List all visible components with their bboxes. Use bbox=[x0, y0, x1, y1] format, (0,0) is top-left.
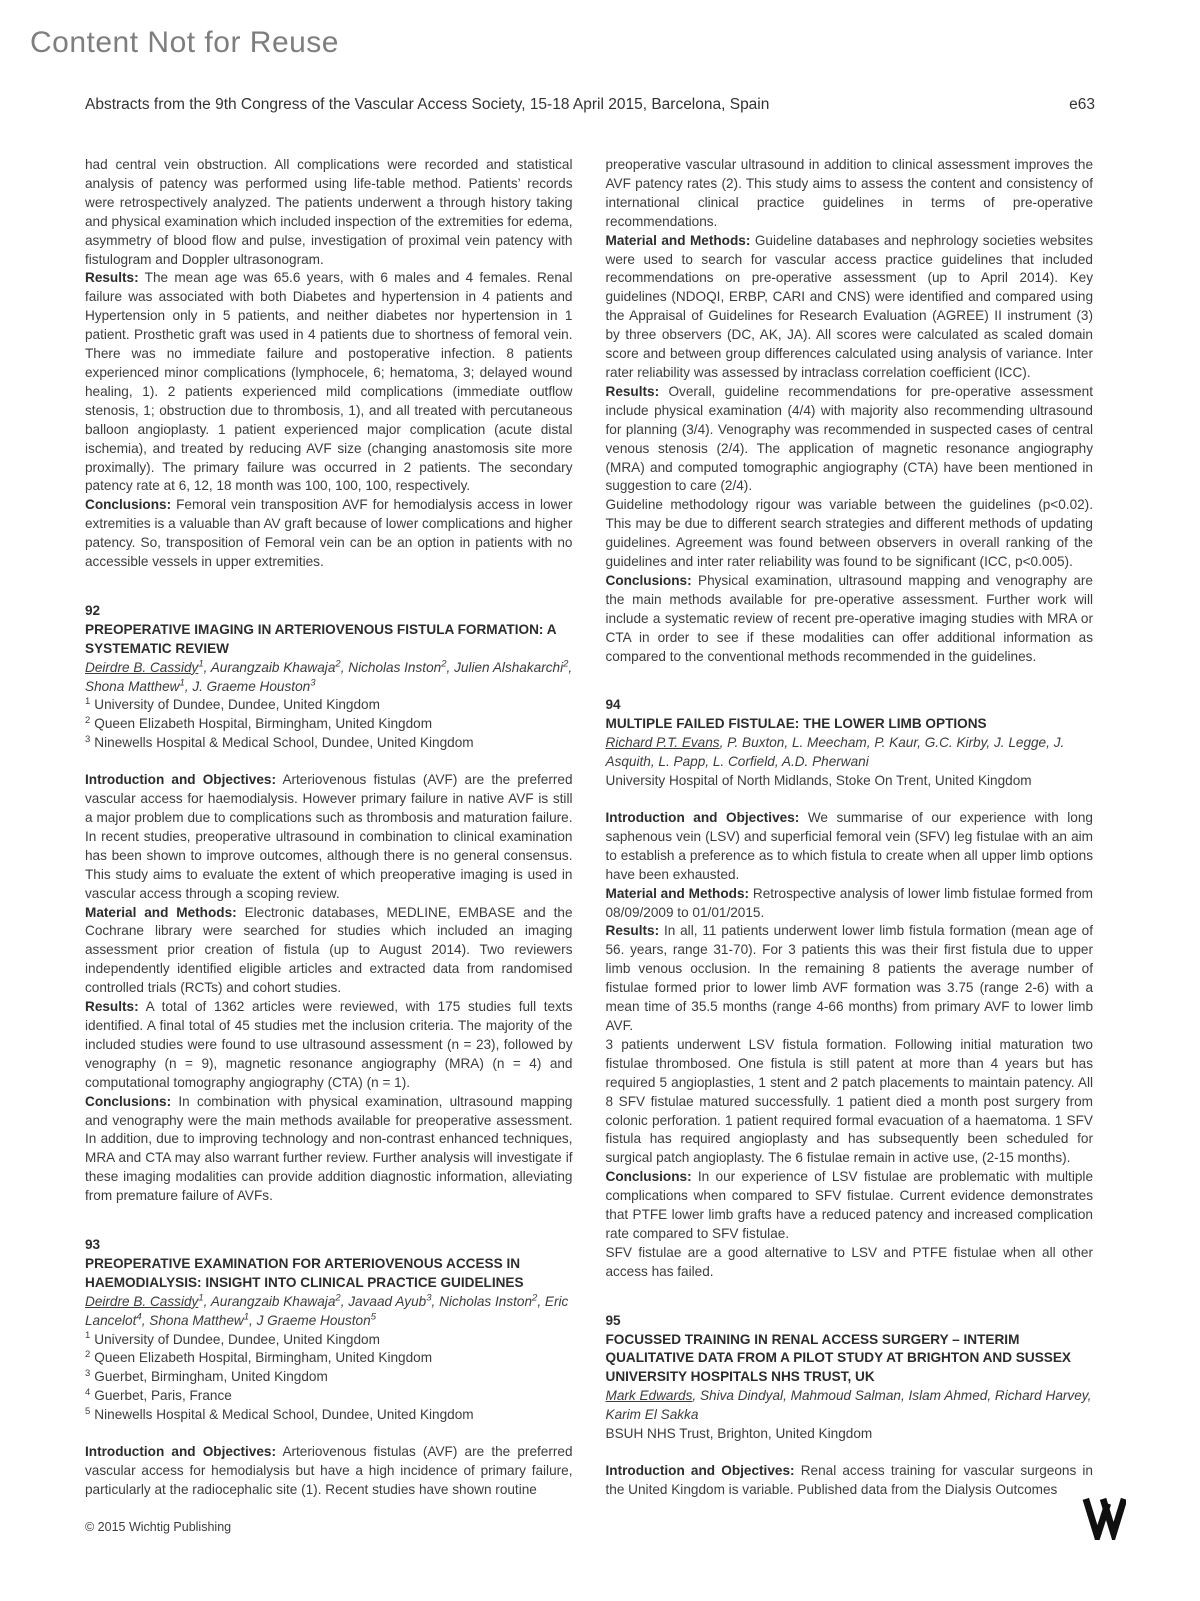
author-affiliation-sup: 4 bbox=[136, 1311, 142, 1323]
abstract-paragraph: Results: Overall, guideline recommendations for pre-operative assessment include physical examination (4/4) with majority also recommending ultrasound for planning (3/4). Venography was recommended in suspected cases of central venous stenosis (2/4). The application of magnetic resonance angiography (MRA) and computed tomographic angiography (CTA) have been mentioned in suggestion to care (2/4). bbox=[605, 383, 1093, 494]
abstract-paragraph: Introduction and Objectives: Renal access training for vascular surgeons in the United Kingdom is variable. Published data from the Dialysis Outcomes bbox=[605, 1463, 1093, 1497]
abstract-columns bbox=[85, 156, 1093, 1500]
author-affiliation-sup: 3 bbox=[426, 1292, 432, 1304]
author-name: L. Meecham bbox=[791, 735, 867, 751]
author-name: P. Kaur bbox=[874, 735, 918, 751]
page-number: e63 bbox=[1069, 96, 1095, 113]
affiliation-line: University Hospital of North Midlands, Stoke On Trent, United Kingdom bbox=[605, 773, 1032, 789]
author-name: Nicholas Inston bbox=[439, 1293, 533, 1309]
paragraph-label: Conclusions: bbox=[85, 1093, 172, 1109]
affiliation-line: $^1$ University of Dundee, Dundee, United Kingdom bbox=[85, 1330, 380, 1347]
abstract-header bbox=[606, 1312, 1094, 1444]
abstract-title: FOCUSSED TRAINING IN RENAL ACCESS SURGERY – INTERIM QUALITATIVE DATA FROM A PILOT STUDY AT BRIGHTON AND SUSSEX UNIVERSITY HOSPITALS NHS TRUST, UK bbox=[605, 1331, 1071, 1385]
abstract-paragraph: Conclusions: In our experience of LSV fistulae are problematic with multiple complications when compared to SFV fistulae. Current evidence demonstrates that PTFE lower limb grafts have a reduced patency and increased complication rate compared to SFV fistulae. bbox=[605, 1169, 1093, 1241]
abstract-header bbox=[85, 1236, 573, 1425]
affiliation-sup: 4 bbox=[85, 1386, 91, 1398]
abstract-paragraph: Conclusions: Physical examination, ultrasound mapping and venography are the main methods available for pre-operative assessment. Further work will include a systematic review of recent pre-operative imaging studies with MRA or CTA in order to see if these modalities can offer additional information as compared to the conventional methods recommended in the guidelines. bbox=[605, 572, 1093, 664]
author-name: Richard Harvey bbox=[994, 1388, 1088, 1404]
author-affiliation-sup: 1 bbox=[198, 658, 204, 670]
abstract-title: PREOPERATIVE IMAGING IN ARTERIOVENOUS FISTULA FORMATION: A SYSTEMATIC REVIEW bbox=[85, 621, 557, 656]
affiliation-sup: 2 bbox=[85, 1348, 91, 1360]
abstract-paragraph: preoperative vascular ultrasound in addition to clinical assessment improves the AVF patency rates (2). This study aims to assess the content and consistency of international clinical practice guidelines in terms of pre-operative recommendations. bbox=[605, 157, 1093, 229]
abstract-paragraph: 3 patients underwent LSV fistula formation. Following initial maturation two fistulae thrombosed. One fistula is still patent at more than 4 years but has required 5 angioplasties, 1 stent and 2 patch placements to maintain patency. All 8 SFV fistulae matured successfully. 1 patient died a month post surgery from colonic perforation. 1 patient required formal evacuation of a haematoma. 1 SFV fistula has required angioplasty and has subsequently been scheduled for surgical patch angioplasty. The 6 fistulae remain in active use, (2-15 months). bbox=[605, 1036, 1093, 1166]
author-name: Islam Ahmed bbox=[908, 1388, 988, 1404]
author-name: L. Corfield bbox=[712, 754, 775, 770]
abstract-paragraph: Results: A total of 1362 articles were reviewed, with 175 studies full texts identified. A final total of 45 studies met the inclusion criteria. The majority of the included studies were found to use ultrasound assessment (n = 23), followed by venography (n = 9), magnetic resonance angiography (MRA) (n = 4) and computational tomography angiography (CTA) (n = 1). bbox=[85, 999, 573, 1090]
content-not-for-reuse-watermark: Content Not for Reuse bbox=[30, 26, 339, 59]
author-line: Richard P.T. Evans, P. Buxton, L. Meecham, P. Kaur, G.C. Kirby, J. Legge, J. Asquith, L. Papp, L. Corfield, A.D. Pherwani bbox=[605, 735, 1065, 770]
abstract-paragraph: Material and Methods: Electronic databases, MEDLINE, EMBASE and the Cochrane library were searched for studies which included an imaging assessment prior creation of fistula (up to August 2014). Two reviewers independently identified eligible articles and extracted data from randomised controlled trials (RCTs) and cohort studies. bbox=[85, 904, 573, 996]
author-affiliation-sup: 2 bbox=[441, 658, 447, 670]
affiliation-sup: 2 bbox=[85, 714, 91, 726]
affiliation-line: $^2$ Queen Elizabeth Hospital, Birmingham, United Kingdom bbox=[85, 1348, 433, 1366]
affiliation-line: $^4$ Guerbet, Paris, France bbox=[85, 1386, 232, 1404]
paragraph-label: Material and Methods: bbox=[605, 885, 750, 901]
abstract-header bbox=[85, 602, 573, 753]
affiliation-line: $^3$ Guerbet, Birmingham, United Kingdom bbox=[85, 1367, 328, 1385]
affiliation-line: BSUH NHS Trust, Brighton, United Kingdom bbox=[605, 1426, 873, 1442]
abstract-paragraph: Guideline methodology rigour was variable between the guidelines (p<0.02). This may be due to different search strategies and different methods of updating guidelines. Agreement was found between observers in overall ranking of the guidelines and inter rater reliability was found to be significant (ICC, p<0.005). bbox=[605, 497, 1093, 570]
paragraph-label: Material and Methods: bbox=[85, 904, 237, 920]
affiliation-sup: 3 bbox=[85, 733, 91, 745]
paragraph-label: Conclusions: bbox=[85, 497, 172, 513]
paragraph-label: Introduction and Objectives: bbox=[605, 810, 800, 825]
paragraph-label: Material and Methods: bbox=[605, 232, 751, 248]
author-name: L. Papp bbox=[658, 754, 706, 770]
abstract-title: PREOPERATIVE EXAMINATION FOR ARTERIOVENOUS ACCESS IN HAEMODIALYSIS: INSIGHT INTO CLINICAL PRACTICE GUIDELINES bbox=[85, 1255, 524, 1290]
author-line: Deirdre B. Cassidy$^1$, Aurangzaib Khawaja$^2$, Nicholas Inston$^2$, Julien Alshakarchi$^2$, Shona Matthew$^1$, J. Graeme Houston$^3$ bbox=[85, 658, 573, 694]
paragraph-label: Introduction and Objectives: bbox=[605, 1463, 795, 1478]
abstract-paragraph: Introduction and Objectives: Arteriovenous fistulas (AVF) are the preferred vascular access for hemodialysis but have a high incidence of primary failure, particularly at the radiocephalic site (1). Recent studies have shown routine bbox=[85, 1444, 573, 1497]
affiliation-sup: 1 bbox=[85, 1330, 91, 1342]
author-name: Julien Alshakarchi bbox=[454, 659, 564, 675]
left-column bbox=[85, 156, 573, 1500]
abstract-paragraph: Results: The mean age was 65.6 years, with 6 males and 4 females. Renal failure was associated with both Diabetes and hypertension in 4 patients and Hypertension only in 5 patients, and neither diabetes nor hypertension in 1 patient. Prosthetic graft was used in 4 patients due to shortness of femoral vein. There was no immediate failure and postoperative infection. 8 patients experienced minor complications (lymphocele, 6; hematoma, 3; delayed wound healing, 1). 2 patients experienced mild complications (immediate outflow stenosis, 1; obstruction due to thrombosis, 1), and all treated with percutaneous balloon angioplasty. 1 patient experienced major complication (acute distal ischemia), and treated by reducing AVF size (changing anastomosis site more proximally). The primary failure was occurred in 2 patients. The secondary patency rate at 6, 12, 18 month was 100, 100, 100, respectively. bbox=[85, 270, 573, 494]
affiliation-line: $^3$ Ninewells Hospital & Medical School, Dundee, United Kingdom bbox=[85, 733, 474, 751]
author-name: P. Buxton bbox=[727, 735, 785, 751]
author-name: Shona Matthew bbox=[149, 1312, 244, 1328]
affiliation-sup: 5 bbox=[85, 1405, 91, 1417]
paragraph-label: Results: bbox=[85, 270, 139, 286]
paragraph-label: Introduction and Objectives: bbox=[85, 1444, 277, 1460]
author-name: Eric Lancelot bbox=[85, 1293, 569, 1328]
right-column bbox=[606, 156, 1094, 1500]
abstract-title: MULTIPLE FAILED FISTULAE: THE LOWER LIMB OPTIONS bbox=[605, 716, 987, 732]
author-name: Deirdre B. Cassidy bbox=[85, 1293, 199, 1309]
abstract-paragraph: Conclusions: Femoral vein transposition AVF for hemodialysis access in lower extremities is a valuable than AV graft because of lower complications and higher patency. So, transposition of Femoral vein can be an option in patients with no accessible vessels in upper extremities. bbox=[85, 497, 573, 570]
author-name: J. Legge bbox=[993, 735, 1047, 751]
running-head-title: Abstracts from the 9th Congress of the Vascular Access Society, 15-18 April 2015, Barcelona, Spain bbox=[85, 96, 770, 113]
paragraph-label: Conclusions: bbox=[605, 572, 692, 588]
affiliation-sup: 1 bbox=[85, 695, 91, 707]
author-name: Nicholas Inston bbox=[348, 659, 442, 675]
paragraph-label: Introduction and Objectives: bbox=[85, 772, 277, 788]
author-affiliation-sup: 1 bbox=[243, 1311, 250, 1323]
author-name: Mark Edwards bbox=[605, 1388, 693, 1404]
author-name: G.C. Kirby bbox=[924, 735, 987, 751]
author-affiliation-sup: 1 bbox=[179, 677, 185, 689]
author-affiliation-sup: 3 bbox=[310, 677, 316, 689]
paragraph-label: Conclusions: bbox=[605, 1169, 692, 1185]
author-line: Deirdre B. Cassidy$^1$, Aurangzaib Khawaja$^2$, Javaad Ayub$^3$, Nicholas Inston$^2$, Eric Lancelot$^4$, Shona Matthew$^1$, J Graeme Houston$^5$ bbox=[85, 1292, 569, 1328]
author-name: J. Graeme Houston bbox=[192, 678, 311, 694]
abstract-paragraph: Results: In all, 11 patients underwent lower limb fistula formation (mean age of 56. years, range 31-70). For 3 patients this was their first fistula due to upper limb venous occlusion. In the remaining 8 patients the average number of fistulae formed prior to lower limb AVF formation was 3.75 (range 2-6) with a mean time of 35.5 months (range 4-66 months) from primary AVF to lower limb AVF. bbox=[605, 923, 1093, 1033]
author-affiliation-sup: 2 bbox=[335, 658, 341, 670]
abstract-number: 95 bbox=[605, 1312, 621, 1328]
author-name: Aurangzaib Khawaja bbox=[210, 659, 336, 675]
affiliation-line: $^5$ Ninewells Hospital & Medical School, Dundee, United Kingdom bbox=[85, 1405, 474, 1423]
author-affiliation-sup: 5 bbox=[370, 1311, 376, 1323]
abstract-paragraph: Material and Methods: Retrospective analysis of lower limb fistulae formed from 08/09/2009 to 01/01/2015. bbox=[605, 885, 1093, 920]
abstract-paragraph: had central vein obstruction. All complications were recorded and statistical analysis of patency was performed using life-table method. Patients’ records were retrospectively analyzed. The patients underwent a through history taking and physical examination which included inspection of the extremities for edema, asymmetry of blood flow and pulse, investigation of proximal vein patency with fistulogram and Doppler ultrasonogram. bbox=[85, 157, 573, 267]
abstract-paragraph: Conclusions: In combination with physical examination, ultrasound mapping and venography were the main methods available for preoperative assessment. In addition, due to improving technology and non-contrast enhanced techniques, MRA and CTA may also warrant further review. Further analysis will investigate if these imaging modalities can provide addition diagnostic information, alleviating from premature failure of AVFs. bbox=[85, 1093, 573, 1204]
author-name: Shiva Dindyal bbox=[699, 1388, 784, 1404]
abstract-paragraph: Material and Methods: Guideline databases and nephrology societies websites were used to search for vascular access practice guidelines that included recommendations on pre-operative assessment (up to April 2014). Key guidelines (NDOQI, ERBP, CARI and CNS) were identified and compared using the Appraisal of Guidelines for Research Evaluation (AGREE) II instrument (3) by three observers (DC, AK, JA). All scores were calculated as scaled domain score and between group differences calculated using analysis of variance. Inter rater reliability was assessed by intraclass correlation coefficient (ICC). bbox=[605, 232, 1094, 380]
author-name: Shona Matthew bbox=[85, 678, 180, 694]
author-name: A.D. Pherwani bbox=[781, 754, 869, 770]
author-affiliation-sup: 2 bbox=[563, 658, 569, 670]
author-name: Karim El Sakka bbox=[605, 1407, 699, 1423]
author-name: Deirdre B. Cassidy bbox=[85, 659, 199, 675]
affiliation-line: $^2$ Queen Elizabeth Hospital, Birmingham, United Kingdom bbox=[85, 714, 433, 732]
abstract-header bbox=[606, 696, 1094, 791]
abstract-number: 92 bbox=[85, 602, 101, 618]
affiliation-line: $^1$ University of Dundee, Dundee, United Kingdom bbox=[85, 695, 380, 713]
author-affiliation-sup: 2 bbox=[532, 1292, 538, 1304]
author-name: Javaad Ayub bbox=[348, 1293, 427, 1309]
abstract-number: 94 bbox=[605, 697, 621, 713]
paragraph-label: Results: bbox=[85, 999, 139, 1015]
abstract-paragraph: Introduction and Objectives: Arteriovenous fistulas (AVF) are the preferred vascular access for haemodialysis. However primary failure in native AVF is still a major problem due to complications such as thrombosis and maturation failure. In recent studies, preoperative ultrasound in combination to clinical examination has been shown to improve outcomes, although there is no general consensus. This study aims to evaluate the extent of which preoperative imaging is used in vascular access through a scoping review. bbox=[85, 772, 573, 901]
copyright-notice: © 2015 Wichtig Publishing bbox=[85, 1520, 232, 1534]
wichtig-publisher-logo-icon bbox=[1082, 1496, 1126, 1540]
author-name: Aurangzaib Khawaja bbox=[210, 1293, 336, 1309]
author-name: J. Asquith bbox=[605, 735, 1065, 770]
abstract-number: 93 bbox=[85, 1237, 101, 1253]
author-name: J Graeme Houston bbox=[256, 1312, 371, 1328]
author-line: Mark Edwards, Shiva Dindyal, Mahmoud Salman, Islam Ahmed, Richard Harvey, Karim El Sakka bbox=[605, 1388, 1092, 1423]
affiliation-sup: 3 bbox=[85, 1367, 91, 1379]
paragraph-label: Results: bbox=[605, 923, 660, 939]
paragraph-label: Results: bbox=[605, 383, 660, 399]
author-affiliation-sup: 2 bbox=[335, 1292, 341, 1304]
running-head bbox=[85, 96, 1095, 114]
author-name: Richard P.T. Evans bbox=[605, 735, 720, 751]
author-affiliation-sup: 1 bbox=[198, 1292, 204, 1304]
author-name: Mahmoud Salman bbox=[790, 1388, 901, 1404]
abstract-paragraph: SFV fistulae are a good alternative to LSV and PTFE fistulae when all other access has failed. bbox=[605, 1244, 1093, 1279]
abstract-paragraph: Introduction and Objectives: We summarise of our experience with long saphenous vein (LSV) and superficial femoral vein (SFV) leg fistulae with an aim to establish a preference as to which fistula to create when all upper limb options have been exhausted. bbox=[605, 810, 1093, 882]
